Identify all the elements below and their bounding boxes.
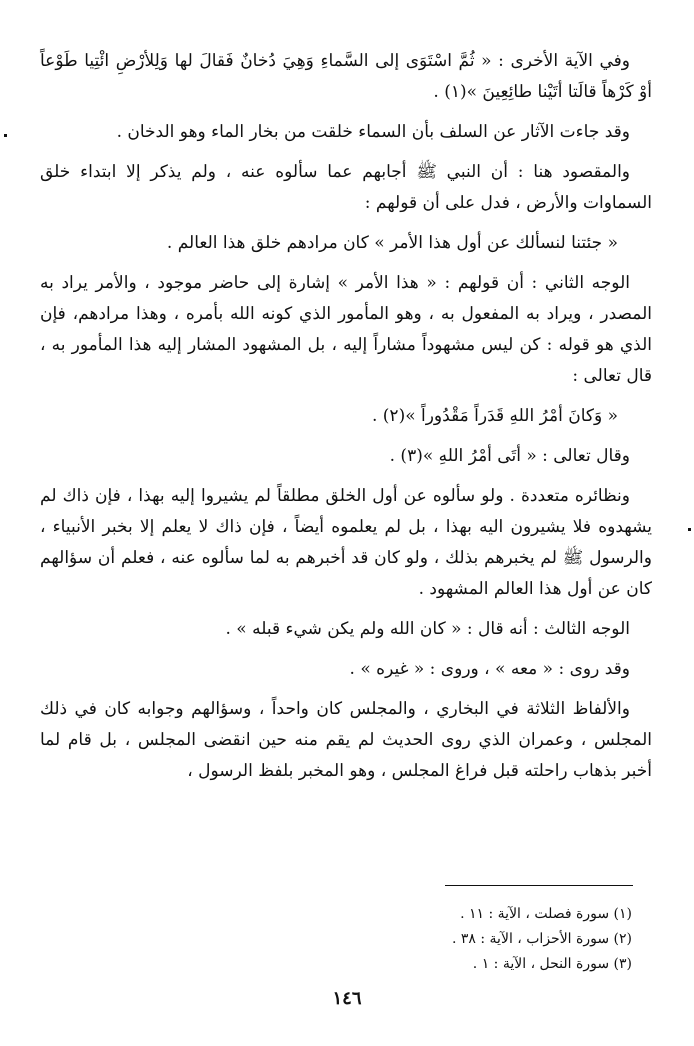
- paragraph-maqsud: والمقصود هنا : أن النبي ﷺ أجابهم عما سألوه عنه ، ولم يذكر إلا ابتداء خلق السماوات والأرض ، فدل على أن قولهم :: [40, 162, 652, 213]
- paragraph-bukhari-majlis: والألفاظ الثلاثة في البخاري ، والمجلس كان واحداً ، وسؤالهم وجوابه كان في ذلك المجلس ، وعمران الذي روى الحديث لم يقم منه حين انقضى المجلس ، بل قام لما أخبر بذهاب راحلته قبل فراغ المجلس ، وهو المخبر بلفظ الرسول ،: [40, 699, 652, 781]
- paragraph-riwayat: وقد روى : « معه » ، وروى : « غيره » .: [349, 659, 630, 679]
- footnote-divider: [445, 885, 633, 886]
- footnotes: [330, 902, 632, 977]
- margin-mark: [4, 134, 7, 137]
- paragraph-second-aspect: الوجه الثاني : أن قولهم : « هذا الأمر » إشارة إلى حاضر موجود ، والأمر يراد به المصدر ، ويراد به المفعول به ، وهو المأمور الذي كونه الله بأمره ، وهذا مرادهم، فإن الذي هو قوله : كن ليس مشهوداً مشاراً إليه ، بل المشهود المشار إليه هذا المأمور به ، قال تعالى :: [40, 273, 652, 386]
- footnote-1: (١) سورة فصلت ، الآية : ١١ .: [460, 906, 632, 922]
- footnote-3: (٣) سورة النحل ، الآية : ١ .: [472, 956, 632, 972]
- page-number: ١٤٦: [332, 988, 362, 1009]
- main-text: [40, 46, 652, 796]
- margin-mark: [688, 528, 691, 531]
- paragraph-quran-verse-fussilat: وفي الآية الأخرى : « ثُمَّ اسْتَوَى إلى السَّماءِ وَهِيَ دُخانٌ فَقالَ لها وَلِلأرْضِ ائْتِيا طَوْعاً أوْ كَرْهاً قالَتا أتَيْنا طائِعِينَ »(١) .: [40, 51, 652, 102]
- paragraph-nazairuhu: ونظائره متعددة . ولو سألوه عن أول الخلق مطلقاً لم يشيروا إليه بهذا ، فإن ذاك لم يشهدوه فلا يشيرون اليه بهذا ، بل لم يعلموه أيضاً ، فإن ذاك لا يعلم إلا بخبر الأنبياء ، والرسول ﷺ لم يخبرهم بذلك ، ولو كان قد أخبرهم به لما سألوه عنه ، فعلم أن سؤالهم كان عن أول هذا العالم المشهود .: [40, 486, 652, 599]
- paragraph-quran-verse-ahzab: « وَكانَ أمْرُ اللهِ قَدَراً مَقْدُوراً »(٢) .: [371, 406, 618, 426]
- paragraph-quran-verse-nahl: وقال تعالى : « أتَى أمْرُ اللهِ »(٣) .: [389, 446, 630, 466]
- paragraph-quote-awwal-al-amr: « جئتنا لنسألك عن أول هذا الأمر » كان مرادهم خلق هذا العالم .: [166, 233, 618, 253]
- footnote-2: (٢) سورة الأحزاب ، الآية : ٣٨ .: [451, 931, 632, 947]
- paragraph-athar-salaf: وقد جاءت الآثار عن السلف بأن السماء خلقت من بخار الماء وهو الدخان .: [116, 122, 630, 142]
- paragraph-third-aspect: الوجه الثالث : أنه قال : « كان الله ولم يكن شيء قبله » .: [225, 619, 630, 639]
